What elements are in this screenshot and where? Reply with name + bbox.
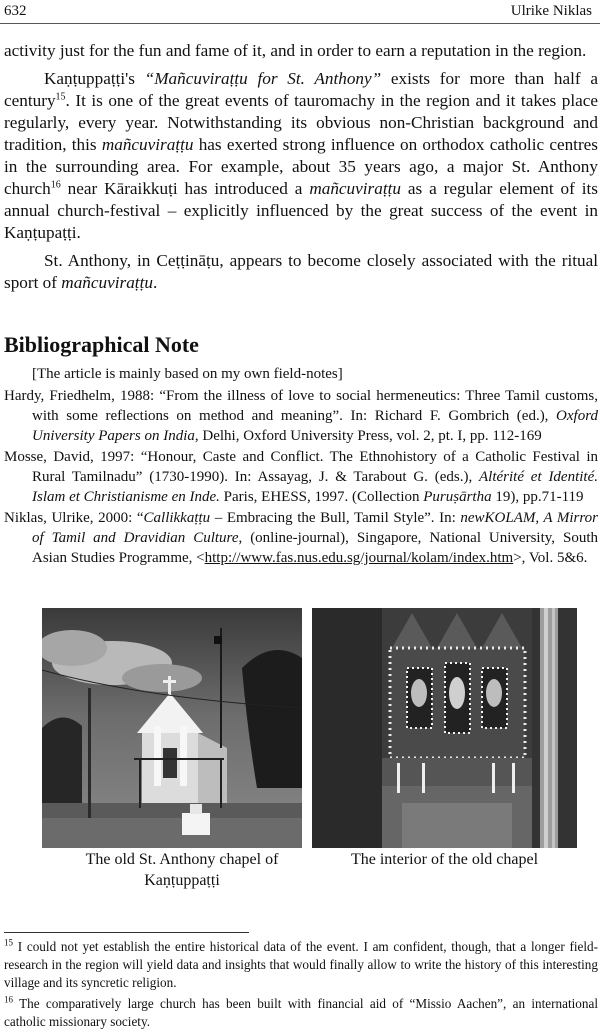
bibliography-note: [The article is mainly based on my own field-notes]: [32, 366, 343, 382]
figure-caption-2: The interior of the old chapel: [350, 851, 539, 868]
footnote-text: The comparatively large church has been built with financial aid of “Missio Aachen”, an international catholic missionary society.: [4, 996, 598, 1029]
ref-text: >, Vol. 5&6.: [513, 550, 588, 566]
paragraph-2-text-d: near Kāraikkuṭi has introduced a: [60, 179, 310, 198]
paragraph-2: [4, 68, 598, 244]
reference-url-link[interactable]: http://www.fas.nus.edu.sg/journal/kolam/index.htm: [204, 550, 514, 566]
footnote-ref-15[interactable]: 15: [55, 91, 66, 103]
reference-niklas: [4, 508, 598, 568]
reference-mosse: [4, 447, 598, 507]
paragraph-3-text: St. Anthony, in Ceṭṭināṭu, appears to become closely associated with the ritual sport of: [4, 251, 598, 292]
ref-italic: Callikkaṭṭu: [143, 510, 211, 526]
footnote-16: [4, 995, 598, 1031]
paragraph-2-title: “Mañcuviraṭṭu for St. Anthony”: [144, 69, 382, 88]
ref-italic: Oxford University Papers on India: [32, 408, 598, 444]
chapel-exterior-photo: [42, 608, 302, 848]
paragraph-3-end: .: [152, 273, 158, 292]
page-number: 632: [4, 3, 27, 19]
ref-text: – Embracing the Bull, Tamil Style”. In:: [210, 510, 461, 526]
bibliography: [4, 364, 598, 569]
footnote-number: 16: [4, 994, 13, 1005]
paragraph-2-text-e: as a regular element of its annual church-festival – explicitly influenced by the great success of the event in Kaṇṭupaṭṭi.: [4, 179, 598, 242]
figure-caption-1: The old St. Anthony chapel of Kaṇṭuppaṭṭi: [85, 851, 279, 889]
chapel-interior-photo: [312, 608, 577, 848]
footnote-rule: [4, 932, 249, 933]
ref-text: Niklas, Ulrike, 2000: “: [4, 510, 144, 526]
ref-text: Hardy, Friedhelm, 1988: “From the illness of love to social hermeneutics: Three Tamil customs, with some reflections on method and meaning”. In: Richard F. Gombrich (ed.),: [4, 388, 598, 424]
paragraph-2-term-2: mañcuviraṭṭu: [309, 179, 401, 198]
footnotes: [4, 938, 598, 1034]
ref-italic: Altérité et Identité. Islam et Christianisme en Inde.: [32, 469, 599, 505]
ref-italic: newKOLAM, A Mirror of Tamil and Dravidian Culture: [32, 510, 598, 546]
paragraph-3-term: mañcuviraṭṭu: [61, 273, 153, 292]
footnote-text: I could not yet establish the entire historical data of the event. I am confident, though, that a longer field-research in the region will yield data and insights that would finally allow to write the history of this interesting village and its syncretic religion.: [4, 939, 598, 990]
body-text: [4, 40, 598, 300]
footnote-ref-16[interactable]: 16: [50, 179, 61, 191]
section-heading: Bibliographical Note: [4, 332, 199, 357]
paragraph-2-text-a: exists for more than half a century: [4, 69, 598, 110]
ref-text: Mosse, David, 1997: “Honour, Caste and Conflict. The Ethnohistory of a Catholic Festival in Rural Tamilnadu” (1730-1990). In: Assayag, J. & Tarabout G. (eds.),: [4, 449, 598, 485]
footnote-15: [4, 938, 598, 992]
ref-text: Paris, EHESS, 1997. (Collection: [219, 489, 424, 505]
paragraph-1: activity just for the fun and fame of it, and in order to earn a reputation in the region.: [4, 41, 587, 60]
paragraph-3: [4, 250, 598, 294]
ref-text: 19), pp.71-119: [491, 489, 584, 505]
page-header: [0, 0, 600, 24]
paragraph-2-text-b: . It is one of the great events of tauromachy in the region and it takes place regularly, every year. Notwithstanding its obvious non-Christian background and tradition, this: [4, 91, 598, 154]
ref-italic: Puruṣārtha: [423, 489, 492, 505]
header-rule: [0, 23, 600, 24]
paragraph-2-text-c: has exerted strong influence on orthodox catholic centres in the surrounding area. For example, about 35 years ago, a major St. Anthony church: [4, 135, 598, 198]
reference-hardy: [4, 386, 598, 446]
paragraph-2-term-1: mañcuviraṭṭu: [101, 135, 194, 154]
running-head: Ulrike Niklas: [510, 3, 592, 19]
ref-text: , (online-journal), Singapore, National University, South Asian Studies Programme, <: [32, 530, 598, 566]
ref-text: , Delhi, Oxford University Press, vol. 2, pt. I, pp. 112-169: [194, 428, 542, 444]
paragraph-2-subject: Kaṇṭuppaṭṭi's: [44, 69, 145, 88]
footnote-number: 15: [4, 937, 13, 948]
